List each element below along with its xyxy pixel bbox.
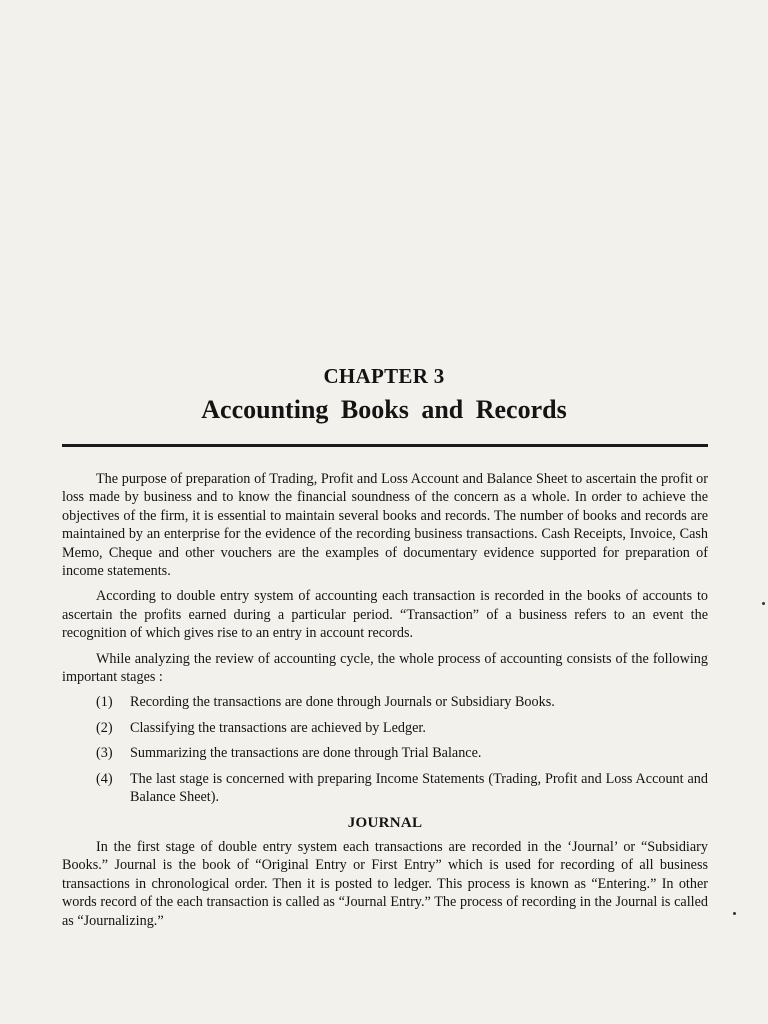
list-item [62, 770, 708, 807]
list-item-number: (2) [96, 719, 113, 736]
intro-paragraph: The purpose of preparation of Trading, Profit and Loss Account and Balance Sheet to ascertain the profit or loss made by business and to know the financial soundness of the concern as a whole. In order to achieve the objectives of the firm, it is essential to maintain several books and records. The number of books and records are maintained by an enterprise for the evidence of the recording business transactions. Cash Receipts, Invoice, Cash Memo, Cheque and other vouchers are the examples of documentary evidence supported for preparation of income statements. [62, 471, 708, 580]
scan-speck [733, 912, 736, 915]
list-item-text: Summarizing the transactions are done through Trial Balance. [130, 745, 482, 762]
list-item-text: Classifying the transactions are achieved by Ledger. [130, 719, 426, 736]
scan-speck [762, 602, 765, 605]
list-item-number: (1) [96, 694, 113, 711]
list-item [62, 744, 708, 762]
stages-list [62, 693, 708, 806]
journal-paragraph: In the first stage of double entry system each transactions are recorded in the ‘Journal’ or “Subsidiary Books.” Journal is the book of “Original Entry or First Entry” which is used for recording of all business transactions in chronological order. Then it is posted to ledger. This process is known as “Entering.” In other words record of the each transaction is called as “Journal Entry.” The process of recording in the Journal is called as “Journalizing.” [62, 838, 708, 929]
list-item-number: (4) [96, 770, 113, 787]
list-item [62, 719, 708, 737]
list-item-text: Recording the transactions are done through Journals or Subsidiary Books. [130, 694, 555, 711]
journal-heading: JOURNAL [347, 814, 423, 831]
list-item-text: The last stage is concerned with preparing Income Statements (Trading, Profit and Loss Account and Balance Sheet). [130, 770, 708, 806]
chapter-body [62, 470, 708, 937]
title-rule [62, 444, 708, 447]
chapter-title: Accounting Books and Records [201, 395, 567, 424]
accounting-cycle-paragraph: While analyzing the review of accounting cycle, the whole process of accounting consists of the following important stages : [62, 650, 708, 686]
list-item [62, 693, 708, 711]
chapter-number: CHAPTER 3 [323, 364, 445, 388]
double-entry-paragraph: According to double entry system of accounting each transaction is recorded in the books of accounts to ascertain the profits earned during a particular period. “Transaction” of a business refers to an event the recognition of which gives rise to an entry in account records. [62, 588, 708, 642]
list-item-number: (3) [96, 745, 113, 762]
